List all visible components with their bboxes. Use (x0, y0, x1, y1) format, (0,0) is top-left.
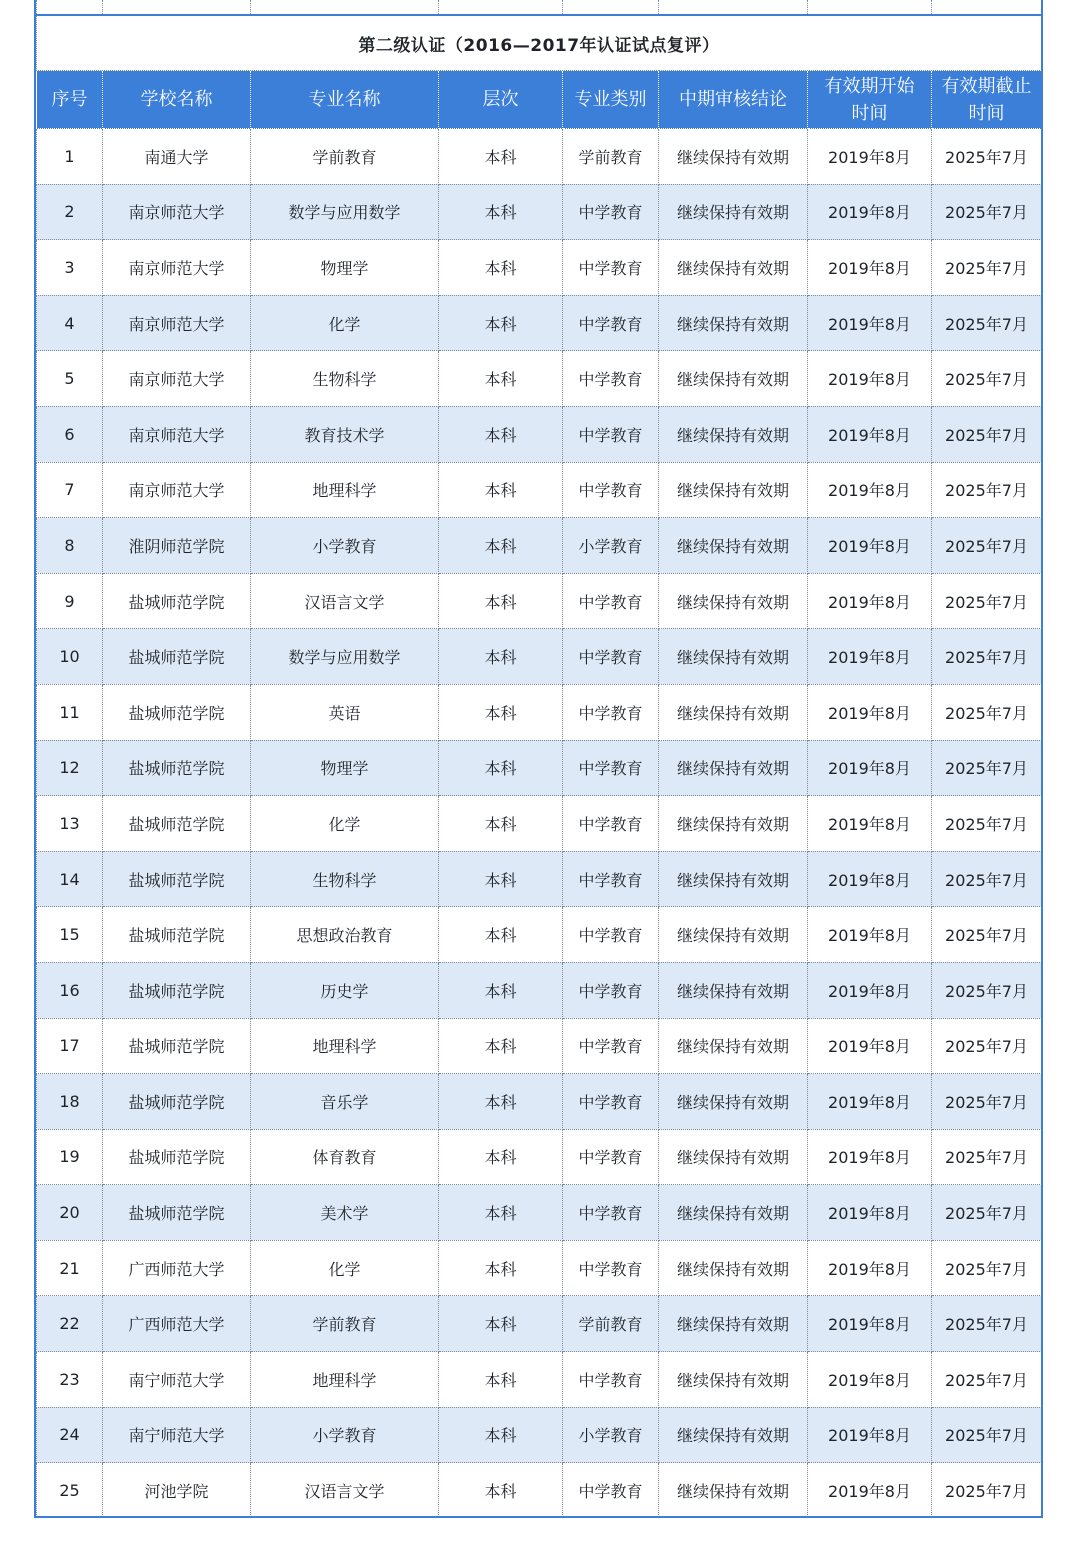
cell-valid-from: 2019年8月 (808, 295, 932, 351)
table-row (37, 518, 1042, 574)
cell-category: 中学教育 (563, 740, 659, 796)
cell-level: 本科 (439, 1240, 563, 1296)
cell-valid-until: 2025年7月 (932, 240, 1042, 296)
table-row (37, 1018, 1042, 1074)
cell-level: 本科 (439, 462, 563, 518)
cell-review-result: 继续保持有效期 (659, 962, 808, 1018)
cell-valid-from: 2019年8月 (808, 1352, 932, 1408)
cell-review-result: 继续保持有效期 (659, 351, 808, 407)
cell-major: 汉语言文学 (251, 1463, 439, 1518)
cell-category: 中学教育 (563, 907, 659, 963)
cell-level: 本科 (439, 1185, 563, 1241)
certification-table-frame (34, 0, 1043, 1518)
cell-major: 地理科学 (251, 462, 439, 518)
cell-category: 学前教育 (563, 129, 659, 185)
cell-level: 本科 (439, 1407, 563, 1463)
cell-valid-from: 2019年8月 (808, 240, 932, 296)
cell-school: 盐城师范学院 (103, 573, 251, 629)
cell-index: 23 (37, 1352, 103, 1408)
cell-review-result: 继续保持有效期 (659, 129, 808, 185)
cell-valid-from: 2019年8月 (808, 1240, 932, 1296)
cell-school: 盐城师范学院 (103, 796, 251, 852)
column-header-valid-until (932, 71, 1042, 129)
cell-school: 广西师范大学 (103, 1240, 251, 1296)
cell-index: 14 (37, 851, 103, 907)
cell-review-result: 继续保持有效期 (659, 740, 808, 796)
cell-major: 学前教育 (251, 1296, 439, 1352)
cell-category: 中学教育 (563, 1018, 659, 1074)
cell-category: 中学教育 (563, 1185, 659, 1241)
cell-major: 数学与应用数学 (251, 629, 439, 685)
cell-level: 本科 (439, 129, 563, 185)
cell-index: 18 (37, 1074, 103, 1130)
cell-school: 广西师范大学 (103, 1296, 251, 1352)
cell-index: 7 (37, 462, 103, 518)
table-row (37, 462, 1042, 518)
cell-major: 物理学 (251, 240, 439, 296)
cell-major: 体育教育 (251, 1129, 439, 1185)
cell-review-result: 继续保持有效期 (659, 518, 808, 574)
cell-major: 音乐学 (251, 1074, 439, 1130)
cell-index: 16 (37, 962, 103, 1018)
cell-valid-until: 2025年7月 (932, 129, 1042, 185)
cell-school: 盐城师范学院 (103, 907, 251, 963)
cell-school: 南京师范大学 (103, 295, 251, 351)
cell-valid-from: 2019年8月 (808, 406, 932, 462)
cell-index: 10 (37, 629, 103, 685)
cell-valid-until: 2025年7月 (932, 1074, 1042, 1130)
table-row (37, 184, 1042, 240)
cell-major: 地理科学 (251, 1352, 439, 1408)
cell-category: 中学教育 (563, 1129, 659, 1185)
cell-category: 中学教育 (563, 240, 659, 296)
cell-category: 中学教育 (563, 1074, 659, 1130)
column-header-valid-until-text: 有效期截止时间 (941, 75, 1032, 124)
cell-valid-until: 2025年7月 (932, 907, 1042, 963)
cell-index: 11 (37, 684, 103, 740)
cell-level: 本科 (439, 796, 563, 852)
cell-valid-from: 2019年8月 (808, 1018, 932, 1074)
cell-category: 小学教育 (563, 1407, 659, 1463)
cell-level: 本科 (439, 962, 563, 1018)
cell-major: 化学 (251, 295, 439, 351)
cell-major: 数学与应用数学 (251, 184, 439, 240)
cell-valid-until: 2025年7月 (932, 962, 1042, 1018)
table-row (37, 1352, 1042, 1408)
cell-review-result: 继续保持有效期 (659, 295, 808, 351)
cell-school: 南京师范大学 (103, 462, 251, 518)
cell-level: 本科 (439, 629, 563, 685)
cell-category: 中学教育 (563, 184, 659, 240)
cell-category: 中学教育 (563, 295, 659, 351)
table-row (37, 1296, 1042, 1352)
cell-valid-from: 2019年8月 (808, 1407, 932, 1463)
cell-valid-until: 2025年7月 (932, 1185, 1042, 1241)
cell-category: 中学教育 (563, 1352, 659, 1408)
cell-school: 南通大学 (103, 129, 251, 185)
cell-valid-until: 2025年7月 (932, 1352, 1042, 1408)
cell-valid-from: 2019年8月 (808, 907, 932, 963)
cell-valid-until: 2025年7月 (932, 684, 1042, 740)
cell-major: 思想政治教育 (251, 907, 439, 963)
cell-valid-from: 2019年8月 (808, 1074, 932, 1130)
table-row (37, 907, 1042, 963)
cell-category: 中学教育 (563, 684, 659, 740)
cell-level: 本科 (439, 240, 563, 296)
cell-school: 盐城师范学院 (103, 1129, 251, 1185)
cell-major: 生物科学 (251, 851, 439, 907)
cell-review-result: 继续保持有效期 (659, 851, 808, 907)
cell-index: 24 (37, 1407, 103, 1463)
cell-index: 3 (37, 240, 103, 296)
cell-school: 南京师范大学 (103, 184, 251, 240)
column-header-review-result: 中期审核结论 (659, 71, 808, 129)
cell-major: 化学 (251, 796, 439, 852)
table-row (37, 1185, 1042, 1241)
table-row (37, 1240, 1042, 1296)
table-row (37, 629, 1042, 685)
certification-table (36, 0, 1042, 1518)
cell-level: 本科 (439, 1018, 563, 1074)
cell-review-result: 继续保持有效期 (659, 629, 808, 685)
cell-valid-until: 2025年7月 (932, 462, 1042, 518)
cell-valid-until: 2025年7月 (932, 629, 1042, 685)
column-header-index: 序号 (37, 71, 103, 129)
table-row (37, 1463, 1042, 1518)
cell-school: 淮阴师范学院 (103, 518, 251, 574)
cell-level: 本科 (439, 295, 563, 351)
cell-category: 中学教育 (563, 351, 659, 407)
cell-review-result: 继续保持有效期 (659, 573, 808, 629)
cell-index: 13 (37, 796, 103, 852)
cell-review-result: 继续保持有效期 (659, 1018, 808, 1074)
cell-valid-until: 2025年7月 (932, 573, 1042, 629)
cell-valid-from: 2019年8月 (808, 351, 932, 407)
cell-valid-from: 2019年8月 (808, 1185, 932, 1241)
table-row (37, 1407, 1042, 1463)
cell-valid-from: 2019年8月 (808, 796, 932, 852)
cell-school: 盐城师范学院 (103, 962, 251, 1018)
cell-valid-from: 2019年8月 (808, 962, 932, 1018)
cell-review-result: 继续保持有效期 (659, 1240, 808, 1296)
cell-category: 中学教育 (563, 406, 659, 462)
cell-category: 小学教育 (563, 518, 659, 574)
cell-school: 南京师范大学 (103, 351, 251, 407)
table-row (37, 740, 1042, 796)
cell-level: 本科 (439, 740, 563, 796)
cell-valid-until: 2025年7月 (932, 351, 1042, 407)
cell-major: 美术学 (251, 1185, 439, 1241)
cell-category: 中学教育 (563, 851, 659, 907)
cell-review-result: 继续保持有效期 (659, 406, 808, 462)
cell-review-result: 继续保持有效期 (659, 1074, 808, 1130)
cell-level: 本科 (439, 573, 563, 629)
cell-valid-from: 2019年8月 (808, 573, 932, 629)
cell-school: 盐城师范学院 (103, 1185, 251, 1241)
cell-level: 本科 (439, 1352, 563, 1408)
cell-valid-until: 2025年7月 (932, 1407, 1042, 1463)
cell-valid-from: 2019年8月 (808, 1296, 932, 1352)
cell-school: 盐城师范学院 (103, 684, 251, 740)
cell-school: 南京师范大学 (103, 240, 251, 296)
cell-index: 12 (37, 740, 103, 796)
table-row (37, 796, 1042, 852)
cell-major: 英语 (251, 684, 439, 740)
cell-review-result: 继续保持有效期 (659, 907, 808, 963)
cell-category: 中学教育 (563, 1463, 659, 1518)
cell-major: 生物科学 (251, 351, 439, 407)
cell-level: 本科 (439, 184, 563, 240)
cell-index: 8 (37, 518, 103, 574)
column-header-valid-from-text: 有效期开始时间 (824, 75, 915, 124)
cell-review-result: 继续保持有效期 (659, 684, 808, 740)
cell-category: 中学教育 (563, 462, 659, 518)
table-row (37, 1074, 1042, 1130)
cell-index: 21 (37, 1240, 103, 1296)
cell-level: 本科 (439, 1074, 563, 1130)
cell-review-result: 继续保持有效期 (659, 462, 808, 518)
cell-valid-from: 2019年8月 (808, 629, 932, 685)
cell-major: 地理科学 (251, 1018, 439, 1074)
cell-valid-until: 2025年7月 (932, 1129, 1042, 1185)
table-row (37, 129, 1042, 185)
table-row (37, 573, 1042, 629)
cell-school: 盐城师范学院 (103, 740, 251, 796)
table-row (37, 962, 1042, 1018)
cell-valid-until: 2025年7月 (932, 1463, 1042, 1518)
cell-level: 本科 (439, 1296, 563, 1352)
cell-review-result: 继续保持有效期 (659, 1463, 808, 1518)
cell-school: 盐城师范学院 (103, 851, 251, 907)
cell-major: 物理学 (251, 740, 439, 796)
cell-school: 南宁师范大学 (103, 1352, 251, 1408)
cell-review-result: 继续保持有效期 (659, 796, 808, 852)
cell-review-result: 继续保持有效期 (659, 1407, 808, 1463)
cell-index: 19 (37, 1129, 103, 1185)
cell-valid-from: 2019年8月 (808, 1129, 932, 1185)
cell-index: 22 (37, 1296, 103, 1352)
cell-level: 本科 (439, 351, 563, 407)
cell-major: 历史学 (251, 962, 439, 1018)
cell-category: 学前教育 (563, 1296, 659, 1352)
cell-valid-until: 2025年7月 (932, 796, 1042, 852)
cell-valid-until: 2025年7月 (932, 295, 1042, 351)
cell-review-result: 继续保持有效期 (659, 1296, 808, 1352)
cell-major: 小学教育 (251, 518, 439, 574)
cell-index: 9 (37, 573, 103, 629)
cell-valid-until: 2025年7月 (932, 1018, 1042, 1074)
section-title-row (37, 15, 1042, 71)
cell-level: 本科 (439, 518, 563, 574)
cell-major: 小学教育 (251, 1407, 439, 1463)
table-row (37, 684, 1042, 740)
cell-valid-until: 2025年7月 (932, 851, 1042, 907)
cell-valid-from: 2019年8月 (808, 129, 932, 185)
cell-valid-until: 2025年7月 (932, 1240, 1042, 1296)
cell-valid-from: 2019年8月 (808, 184, 932, 240)
cell-index: 15 (37, 907, 103, 963)
cell-category: 中学教育 (563, 1240, 659, 1296)
cell-valid-from: 2019年8月 (808, 851, 932, 907)
table-header-row (37, 71, 1042, 129)
column-header-category: 专业类别 (563, 71, 659, 129)
table-row (37, 351, 1042, 407)
cell-level: 本科 (439, 851, 563, 907)
cell-category: 中学教育 (563, 962, 659, 1018)
cell-valid-until: 2025年7月 (932, 406, 1042, 462)
table-row (37, 240, 1042, 296)
table-row (37, 295, 1042, 351)
cell-level: 本科 (439, 907, 563, 963)
cell-major: 教育技术学 (251, 406, 439, 462)
cell-valid-from: 2019年8月 (808, 462, 932, 518)
cell-major: 化学 (251, 1240, 439, 1296)
cell-category: 中学教育 (563, 796, 659, 852)
cell-valid-from: 2019年8月 (808, 684, 932, 740)
cell-valid-until: 2025年7月 (932, 740, 1042, 796)
cell-review-result: 继续保持有效期 (659, 1352, 808, 1408)
cell-school: 南京师范大学 (103, 406, 251, 462)
cell-level: 本科 (439, 406, 563, 462)
cell-index: 20 (37, 1185, 103, 1241)
cell-review-result: 继续保持有效期 (659, 184, 808, 240)
cell-index: 4 (37, 295, 103, 351)
cell-valid-until: 2025年7月 (932, 184, 1042, 240)
cell-school: 南宁师范大学 (103, 1407, 251, 1463)
cell-level: 本科 (439, 684, 563, 740)
cell-index: 25 (37, 1463, 103, 1518)
cell-review-result: 继续保持有效期 (659, 1129, 808, 1185)
cell-school: 河池学院 (103, 1463, 251, 1518)
cell-school: 盐城师范学院 (103, 629, 251, 685)
column-header-level: 层次 (439, 71, 563, 129)
cell-review-result: 继续保持有效期 (659, 240, 808, 296)
cell-index: 2 (37, 184, 103, 240)
cell-school: 盐城师范学院 (103, 1018, 251, 1074)
table-row (37, 1129, 1042, 1185)
cell-review-result: 继续保持有效期 (659, 1185, 808, 1241)
cell-major: 汉语言文学 (251, 573, 439, 629)
column-header-major: 专业名称 (251, 71, 439, 129)
column-header-school: 学校名称 (103, 71, 251, 129)
cell-index: 5 (37, 351, 103, 407)
cell-valid-from: 2019年8月 (808, 518, 932, 574)
cell-valid-until: 2025年7月 (932, 518, 1042, 574)
column-header-valid-from (808, 71, 932, 129)
table-row (37, 406, 1042, 462)
cell-major: 学前教育 (251, 129, 439, 185)
previous-section-stub-row (37, 0, 1042, 15)
cell-index: 1 (37, 129, 103, 185)
cell-valid-from: 2019年8月 (808, 1463, 932, 1518)
table-row (37, 851, 1042, 907)
section-title: 第二级认证（2016—2017年认证试点复评） (37, 15, 1042, 71)
cell-level: 本科 (439, 1129, 563, 1185)
cell-category: 中学教育 (563, 573, 659, 629)
cell-category: 中学教育 (563, 629, 659, 685)
cell-valid-from: 2019年8月 (808, 740, 932, 796)
cell-index: 6 (37, 406, 103, 462)
cell-level: 本科 (439, 1463, 563, 1518)
cell-school: 盐城师范学院 (103, 1074, 251, 1130)
cell-index: 17 (37, 1018, 103, 1074)
cell-valid-until: 2025年7月 (932, 1296, 1042, 1352)
